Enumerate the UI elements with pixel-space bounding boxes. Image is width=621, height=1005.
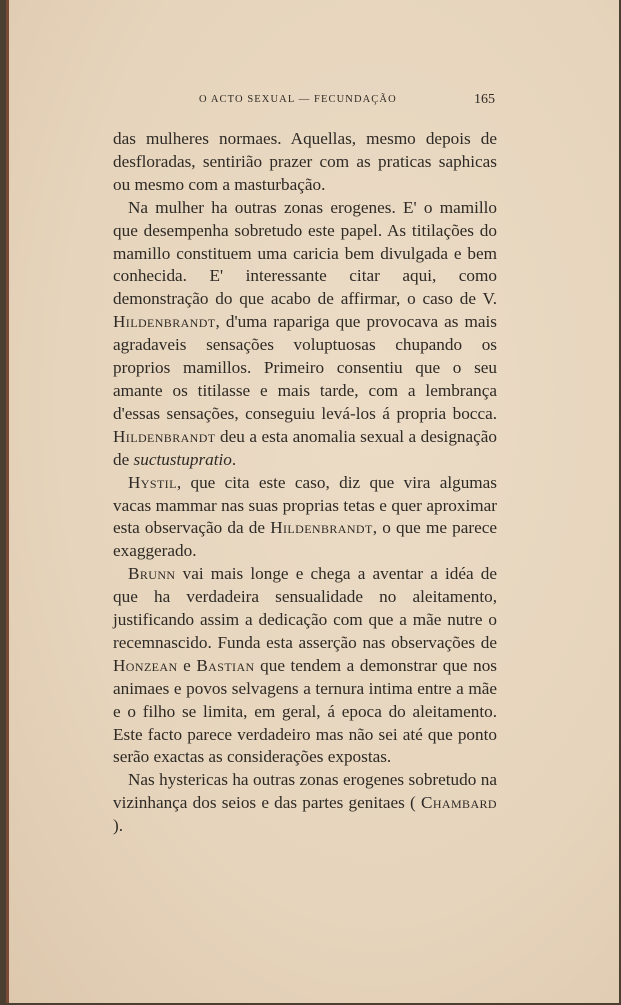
running-head: O ACTO SEXUAL — FECUNDAÇÃO (199, 94, 397, 105)
italic-term: suctustupratio (133, 449, 232, 469)
author-name: Hildenbrandt (113, 312, 216, 332)
paragraph-2: Na mulher ha outras zonas erogenes. E' o mamillo que desempenha sobretudo este papel. As titilações do mamillo constituem uma caricia bem divulgada e bem conhecida. E' interessante citar aqui, como demonstração do que acabo de affirmar, o caso de V. Hildenbrandt, d'uma rapariga que provocava as mais agradaveis sensações voluptuosas chupando os proprios mamillos. Primeiro consentiu que o seu amante os titilasse e mais tarde, com a lembrança d'essas sensações, conseguiu levá-los á propria bocca. Hildenbrandt deu a esta anomalia sexual a designação de suctustupratio. (113, 197, 497, 469)
author-name: Chambard (420, 793, 497, 813)
author-name: Hystil (128, 472, 177, 492)
author-name: Bastian (196, 655, 255, 675)
paragraph-1: das mulheres normaes. Aquellas, mesmo depois de desfloradas, sentirião prazer com as praticas saphicas ou mesmo com a masturbação. (113, 129, 497, 194)
author-name: Honzean (113, 655, 178, 675)
author-name: Brunn (128, 564, 176, 584)
author-name: Hildenbrandt (270, 518, 373, 538)
page-header (199, 92, 499, 110)
paragraph-5: Nas hystericas ha outras zonas erogenes sobretudo na vizinhança dos seios e das partes genitaes ( Chambard ). (113, 770, 497, 836)
body-text (113, 128, 497, 838)
book-page (6, 0, 619, 1003)
paragraph-3: Hystil, que cita este caso, diz que vira algumas vacas mammar nas suas proprias tetas e quer aproximar esta observação da de Hildenbrandt, o que me parece exaggerado. (113, 472, 497, 561)
author-name: Hildenbrandt (113, 426, 216, 446)
page-number: 165 (474, 92, 495, 107)
paragraph-4: Brunn vai mais longe e chega a aventar a idéa de que ha verdadeira sensualidade no aleitamento, justificando assim a dedicação com que a mãe nutre o recemnascido. Funda esta asserção nas observações de Honzean e Bastian que tendem a demonstrar que nos animaes e povos selvagens a ternura intima entre a mãe e o filho se limita, em geral, á epoca do aleitamento. Este facto parece verdadeiro mas não sei até que ponto serão exactas as considerações expostas. (113, 564, 497, 767)
